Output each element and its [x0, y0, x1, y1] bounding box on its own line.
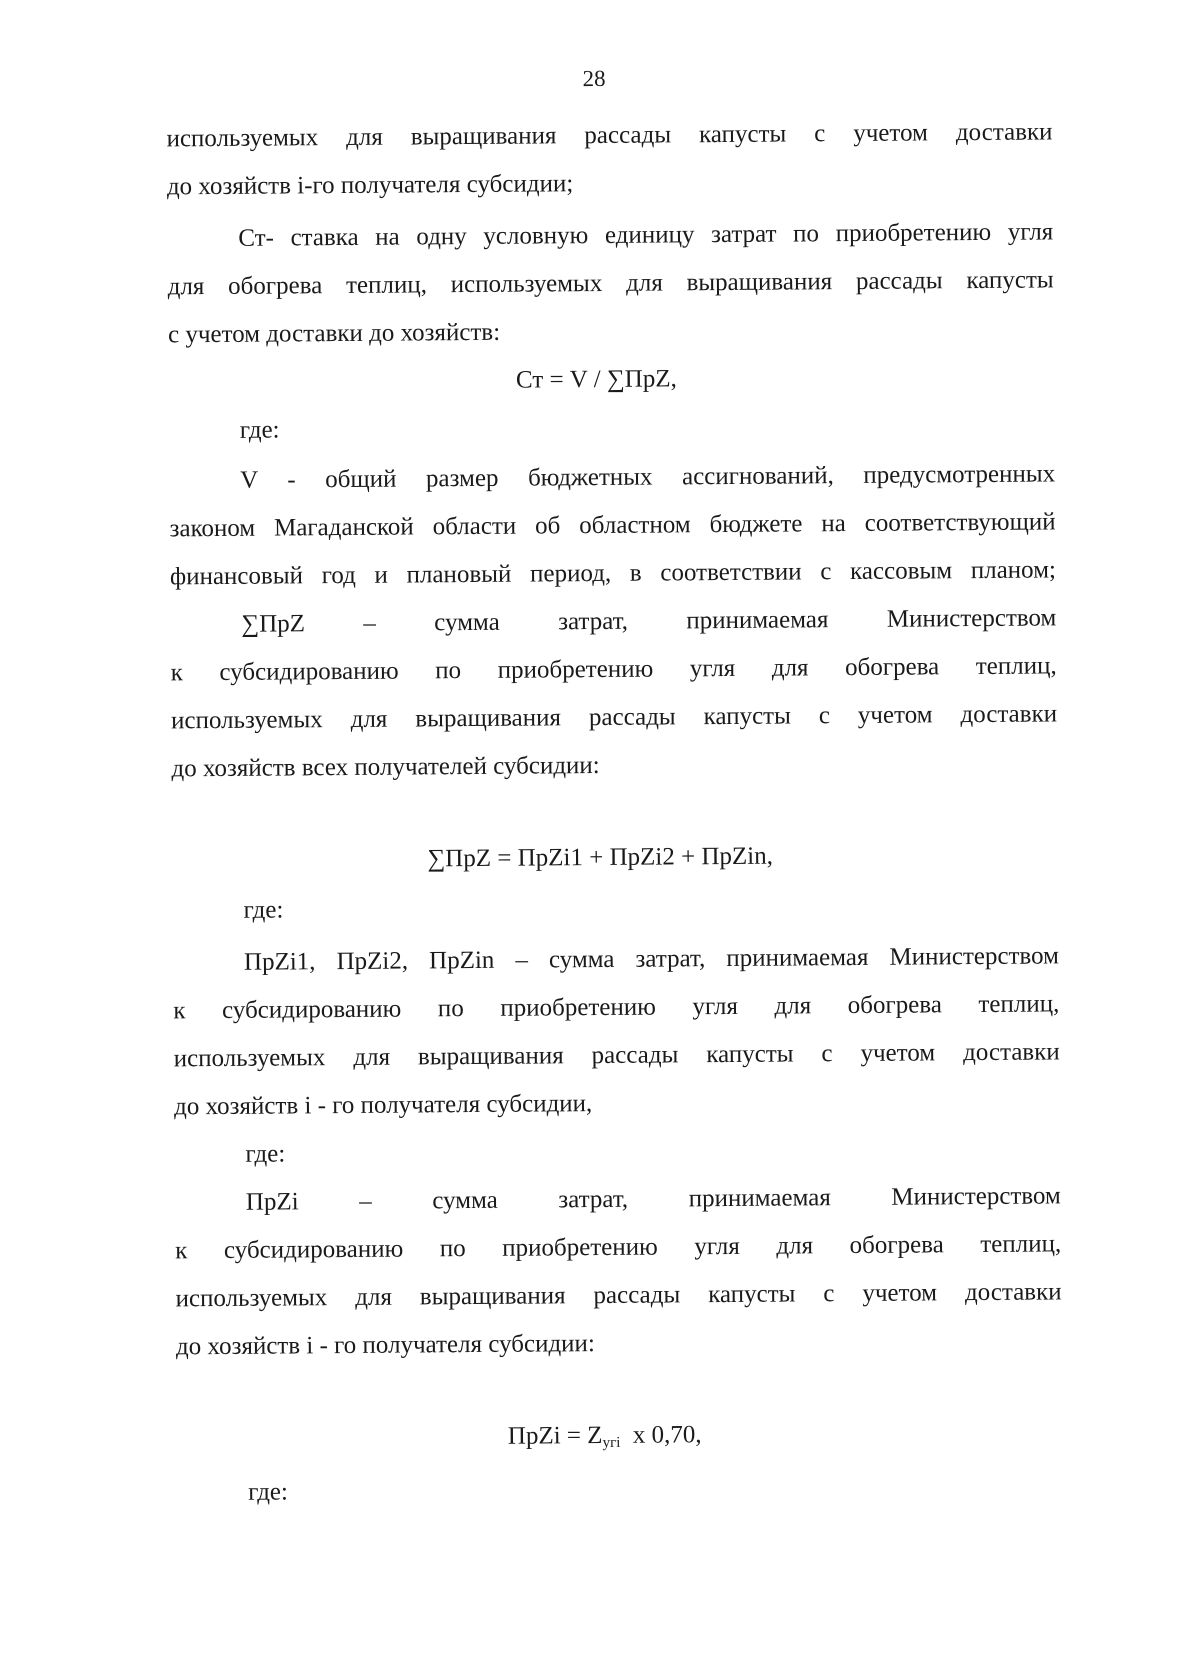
text-line: ПрZi – сумма затрат, принимаемая Министерством — [245, 1182, 1061, 1216]
where-label: где: — [248, 1478, 289, 1506]
text-line: к субсидированию по приобретению угля для обогрева теплиц, — [170, 652, 1057, 687]
text-line: для обогрева теплиц, используемых для выращивания рассады капусты — [167, 266, 1054, 301]
text-line: к субсидированию по приобретению угля для обогрева теплиц, — [175, 1230, 1062, 1265]
text-line: используемых для выращивания рассады капусты с учетом доставки — [166, 118, 1053, 153]
text-line: ПрZi1, ПрZi2, ПрZin – сумма затрат, принимаемая Министерством — [243, 942, 1060, 976]
formula-subscript: угi — [602, 1434, 621, 1451]
text-line: законом Магаданской области об областном бюджете на соответствующий — [169, 508, 1056, 543]
formula-left: ПрZi = Z — [507, 1421, 603, 1450]
text-line: используемых для выращивания рассады капусты с учетом доставки — [173, 1038, 1060, 1073]
formula-recipient-cost — [5, 1415, 1200, 1463]
text-line: к субсидированию по приобретению угля для обогрева теплиц, — [173, 990, 1060, 1025]
text-line: до хозяйств i-го получателя субсидии; — [166, 170, 574, 201]
text-line: с учетом доставки до хозяйств: — [167, 318, 501, 349]
text-line: используемых для выращивания рассады капусты с учетом доставки — [175, 1278, 1062, 1313]
text-line: до хозяйств всех получателей субсидии: — [171, 752, 600, 783]
text-line: ∑ПрZ – сумма затрат, принимаемая Министерством — [241, 604, 1057, 638]
where-label: где: — [239, 416, 280, 444]
formula-right: х 0,70, — [620, 1421, 702, 1449]
text-line: финансовый год и плановый период, в соответствии с кассовым планом; — [169, 556, 1057, 591]
text-line: используемых для выращивания рассады капусты с учетом доставки — [170, 700, 1058, 735]
formula-sum: ∑ПрZ = ПрZi1 + ПрZi2 + ПрZin, — [427, 842, 774, 873]
formula-rate: Ст = V / ∑ПрZ, — [515, 365, 677, 394]
page-number: 28 — [582, 65, 606, 92]
where-label: где: — [245, 1140, 286, 1168]
text-line: V - общий размер бюджетных ассигнований, предусмотренных — [240, 460, 1056, 494]
text-line: до хозяйств i - го получателя субсидии, — [174, 1090, 593, 1121]
where-label: где: — [243, 896, 284, 924]
text-line: Ст- ставка на одну условную единицу затрат по приобретению угля — [238, 218, 1054, 252]
text-line: до хозяйств i - го получателя субсидии: — [175, 1330, 595, 1361]
